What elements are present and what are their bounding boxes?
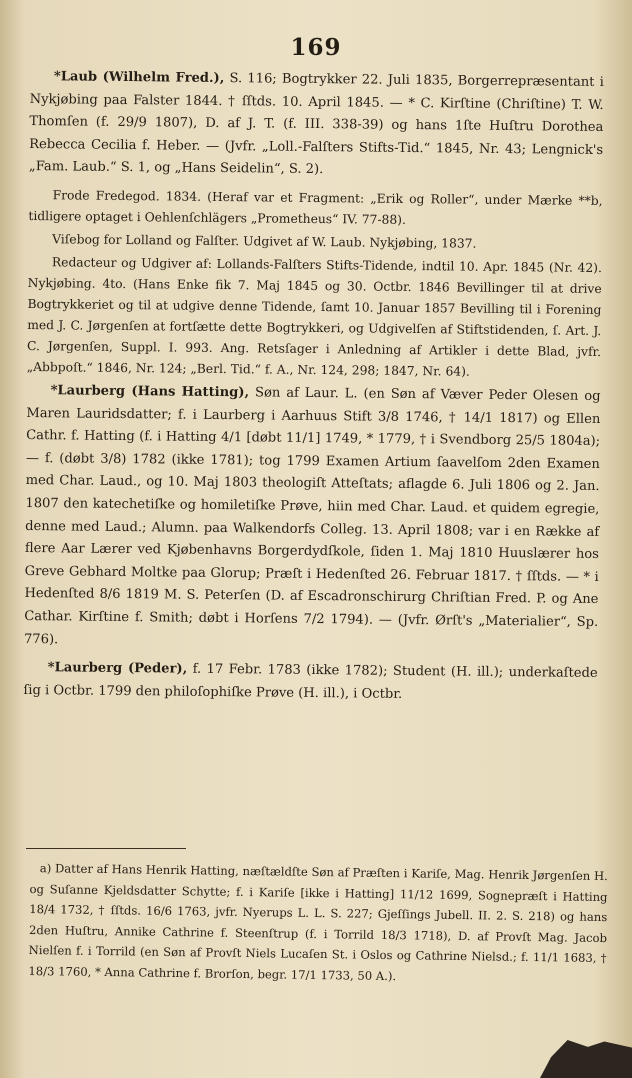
entry-text: Søn af Laur. L. (en Søn af Væver Peder Olesen og Maren Lauridsdatter; f. i Laurberg i Aarhuus Stift 3/8 1746, † 14/1 1817) og Ellen Cathr. f. Hatting (f. i Hatting 4/1 [døbt 11/1] 1749, * 1779, † i Svendborg 25/5 1804a); — f. (døbt 3/8) 1782 (ikke 1781); tog 1799 Examen Artium ſaavelſom 2den Examen med Char. Laud., og 10. Maj 1803 theologiſt Atteſtats; aflagde 6. Juli 1806 og 2. Jan. 1807 den katechetiſke og homiletiſke Prøve, hiin med Char. Laud. et quidem egregie, denne med Laud.; Alumn. paa Walkendorfs Colleg. 13. April 1808; var i en Række af flere Aar Lærer ved Kjøbenhavns Borgerdydſkole, ſiden 1. Maj 1810 Huuslærer hos Greve Gebhard Moltke paa Glorup; Præſt i Hedenſted 26. Februar 1817. † ſſtds. — * i Hedenſted 8/6 1819 M. S. Peterſen (D. af Escadronschirurg Chriſtian Fred. P. og Ane Cathar. Kirſtine f. Smith; døbt i Horſens 7/2 1794). — (Jvfr. Ørſt's „Materialier“, Sp. 776).	[23, 385, 601, 647]
entry-laub-work-redacteur	[27, 252, 602, 384]
entry-text: Viſebog for Lolland og Falſter. Udgivet af W. Laub. Nykjøbing, 1837.	[52, 232, 477, 251]
entry-heading: *Laub (Wilhelm Fred.),	[53, 69, 225, 87]
entry-heading: *Laurberg (Peder),	[47, 660, 188, 677]
entry-text: Redacteur og Udgiver af: Lollands-Falſters Stifts-Tidende, indtil 10. Apr. 1845 (Nr. 42). Nykjøbing. 4to. (Hans Enke fik 7. Maj 1845 og 30. Octbr. 1846 Bevillinger til at drive Bogtrykkeriet og til at udgive denne Tidende, ſamt 10. Januar 1857 Bevilling til i Forening med J. C. Jørgenſen at fortſætte dette Bogtrykkeri, og Udgivelſen af Stiftstidenden, ſ. Art. J. C. Jørgenſen, Suppl. I. 993. Ang. Retsſager i Anledning af Artikler i dette Blad, jvfr. „Abbpoſt.“ 1846, Nr. 124; „Berl. Tid.“ f. A., Nr. 124, 298; 1847, Nr. 64).	[26, 255, 602, 379]
page-number: 169	[290, 34, 342, 61]
entry-laub	[29, 66, 604, 185]
entry-text: S. 116; Bogtrykker 22. Juli 1835, Borgerrepræsentant i Nykjøbing paa Falster 1844. † ſſtds. 10. April 1845. — * C. Kirſtine (Chriſtine) T. W. Thomſen (f. 29/9 1807), D. af J. T. (f. III. 338-39) og hans 1ſte Huſtru Dorothea Rebecca Cecilia f. Heber. — (Jvfr. „Loll.-Falſters Stifts-Tid.“ 1845, Nr. 43; Lengnick's „Fam. Laub.“ S. 1, og „Hans Seidelin“, S. 2).	[28, 71, 604, 178]
footnote-text: a) Datter af Hans Henrik Hatting, næſtældſte Søn af Præſten i Kariſe, Mag. Henrik Jørgenſen H. og Suſanne Kjeldsdatter Schytte; f. i Kariſe [ikke i Hatting] 11/12 1699, Sognepræſt i Hatting 18/4 1732, † ſſtds. 16/6 1763, jvfr. Nyerups L. L. S. 227; Gjeſſings Jubell. II. 2. S. 218) og hans 2den Huſtru, Annike Cathrine f. Steenſtrup (f. i Torrild 18/3 1718), D. af Provſt Mag. Jacob Nielſen f. i Torrild (en Søn af Provſt Niels Lucaſen St. i Oslos og Cathrine Nielsd.; f. 11/1 1683, † 18/3 1760, * Anna Cathrine f. Brorſon, begr. 17/1 1733, 50 A.).	[28, 861, 608, 983]
entry-laurberg-hans	[24, 380, 601, 657]
entry-text: Frode Fredegod. 1834. (Heraf var et Fragment: „Erik og Roller“, under Mærke **b, tidligere optaget i Oehlenſchlägers „Prometheus“ IV. 77-88).	[28, 188, 603, 227]
page-corner-damage	[540, 1040, 632, 1078]
footnote	[28, 858, 608, 989]
entry-text: f. 17 Febr. 1783 (ikke 1782); Student (H. ill.); underkaſtede ſig i Octbr. 1799 den philoſophiſke Prøve (H. ill.), i Octbr.	[23, 661, 598, 702]
entry-heading: *Laurberg (Hans Hatting),	[50, 383, 250, 401]
footnote-divider	[26, 848, 186, 849]
entry-laub-work-frode	[28, 185, 602, 233]
page-body	[23, 66, 604, 714]
entry-laurberg-peder	[23, 657, 597, 708]
